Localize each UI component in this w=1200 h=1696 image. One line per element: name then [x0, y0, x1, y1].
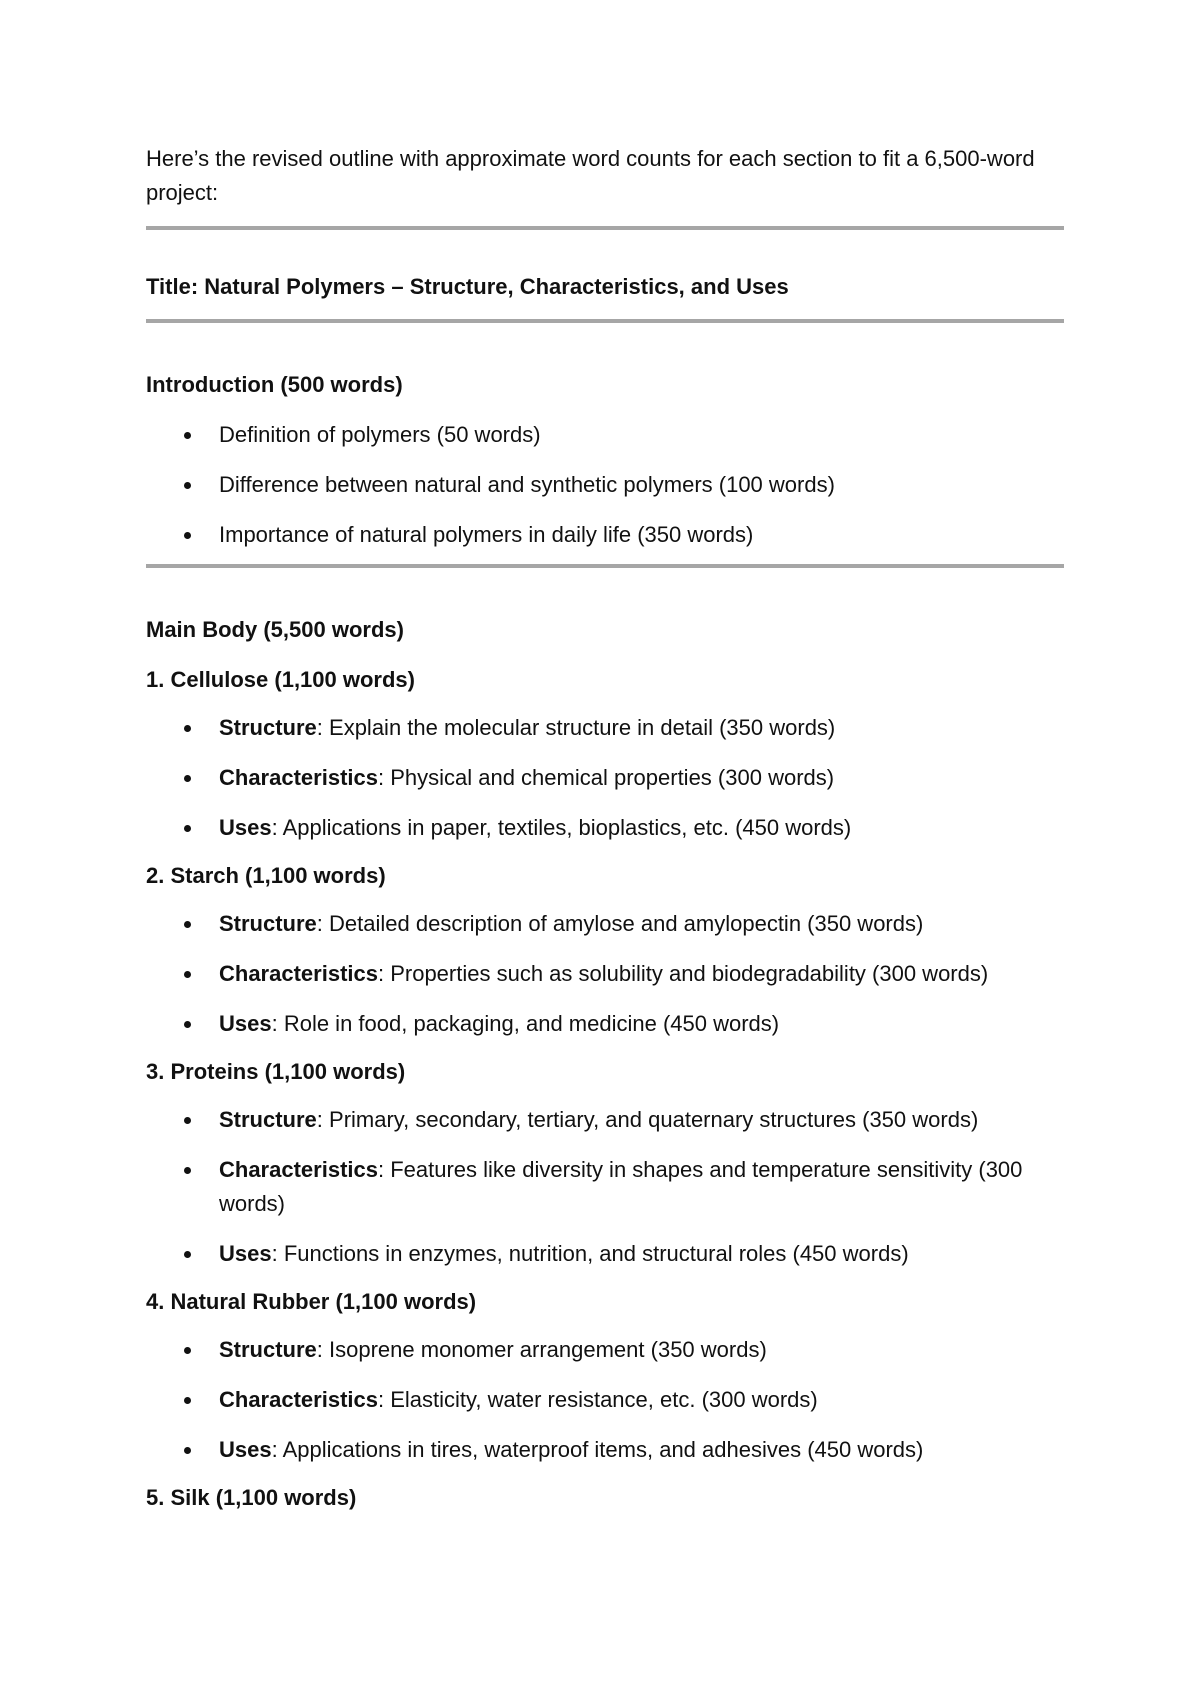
- item-text: : Features like diversity in shapes and temperature sensitivity (300 words): [219, 1157, 1023, 1216]
- item-text: : Applications in tires, waterproof items, and adhesives (450 words): [271, 1437, 924, 1462]
- item-text: : Applications in paper, textiles, bioplastics, etc. (450 words): [271, 815, 852, 840]
- list-item: [146, 1153, 1064, 1221]
- list-item: [146, 518, 1064, 552]
- document-title: Title: Natural Polymers – Structure, Characteristics, and Uses: [146, 274, 789, 299]
- item-label: Structure: [219, 1107, 317, 1132]
- item-label: Uses: [219, 1011, 272, 1036]
- item-text: : Role in food, packaging, and medicine (450 words): [271, 1011, 780, 1036]
- bullet-icon: [184, 725, 191, 732]
- section-heading-silk: 5. Silk (1,100 words): [146, 1485, 357, 1510]
- item-text: : Functions in enzymes, nutrition, and structural roles (450 words): [271, 1241, 909, 1266]
- item-text: : Elasticity, water resistance, etc. (300 words): [377, 1387, 818, 1412]
- section-list-starch: [146, 907, 1064, 1041]
- list-item: [146, 761, 1064, 795]
- main-body-heading: Main Body (5,500 words): [146, 617, 404, 642]
- bullet-icon: [184, 1347, 191, 1354]
- bullet-icon: [184, 1117, 191, 1124]
- horizontal-rule: [146, 319, 1064, 323]
- list-item: [146, 711, 1064, 745]
- bullet-icon: [184, 1021, 191, 1028]
- bullet-icon: [184, 921, 191, 928]
- list-item: [146, 418, 1064, 452]
- item-label: Uses: [219, 815, 272, 840]
- introduction-list: [146, 418, 1064, 552]
- bullet-icon: [184, 482, 191, 489]
- list-item: [146, 1103, 1064, 1137]
- document-page: [146, 142, 1064, 1513]
- intro-paragraph: Here’s the revised outline with approximate word counts for each section to fit a 6,500-word project:: [146, 146, 1035, 205]
- item-text: : Explain the molecular structure in detail (350 words): [316, 715, 836, 740]
- bullet-icon: [184, 1397, 191, 1404]
- list-item: [146, 1333, 1064, 1367]
- item-label: Uses: [219, 1437, 272, 1462]
- horizontal-rule: [146, 226, 1064, 230]
- list-item: [146, 1383, 1064, 1417]
- item-label: Structure: [219, 715, 317, 740]
- item-label: Characteristics: [219, 961, 378, 986]
- item-text: : Properties such as solubility and biodegradability (300 words): [377, 961, 989, 986]
- list-item: [146, 907, 1064, 941]
- bullet-icon: [184, 532, 191, 539]
- section-heading-natural-rubber: 4. Natural Rubber (1,100 words): [146, 1289, 477, 1314]
- list-item-text: Difference between natural and synthetic polymers (100 words): [219, 472, 835, 497]
- item-label: Structure: [219, 1337, 317, 1362]
- list-item: [146, 811, 1064, 845]
- item-text: : Isoprene monomer arrangement (350 words): [316, 1337, 767, 1362]
- list-item: [146, 957, 1064, 991]
- item-text: : Primary, secondary, tertiary, and quaternary structures (350 words): [316, 1107, 979, 1132]
- section-heading-starch: 2. Starch (1,100 words): [146, 863, 386, 888]
- section-list-natural-rubber: [146, 1333, 1064, 1467]
- section-heading-cellulose: 1. Cellulose (1,100 words): [146, 667, 415, 692]
- list-item: [146, 1007, 1064, 1041]
- section-list-proteins: [146, 1103, 1064, 1271]
- bullet-icon: [184, 775, 191, 782]
- bullet-icon: [184, 825, 191, 832]
- section-heading-proteins: 3. Proteins (1,100 words): [146, 1059, 406, 1084]
- introduction-heading: Introduction (500 words): [146, 372, 403, 397]
- bullet-icon: [184, 432, 191, 439]
- item-label: Characteristics: [219, 1157, 378, 1182]
- bullet-icon: [184, 971, 191, 978]
- item-label: Characteristics: [219, 1387, 378, 1412]
- list-item-text: Definition of polymers (50 words): [219, 422, 541, 447]
- item-text: : Physical and chemical properties (300 words): [377, 765, 835, 790]
- item-label: Uses: [219, 1241, 272, 1266]
- list-item: [146, 1433, 1064, 1467]
- bullet-icon: [184, 1447, 191, 1454]
- item-text: : Detailed description of amylose and amylopectin (350 words): [316, 911, 924, 936]
- bullet-icon: [184, 1167, 191, 1174]
- item-label: Structure: [219, 911, 317, 936]
- list-item: [146, 468, 1064, 502]
- horizontal-rule: [146, 564, 1064, 568]
- list-item-text: Importance of natural polymers in daily life (350 words): [219, 522, 754, 547]
- list-item: [146, 1237, 1064, 1271]
- section-list-cellulose: [146, 711, 1064, 845]
- item-label: Characteristics: [219, 765, 378, 790]
- bullet-icon: [184, 1251, 191, 1258]
